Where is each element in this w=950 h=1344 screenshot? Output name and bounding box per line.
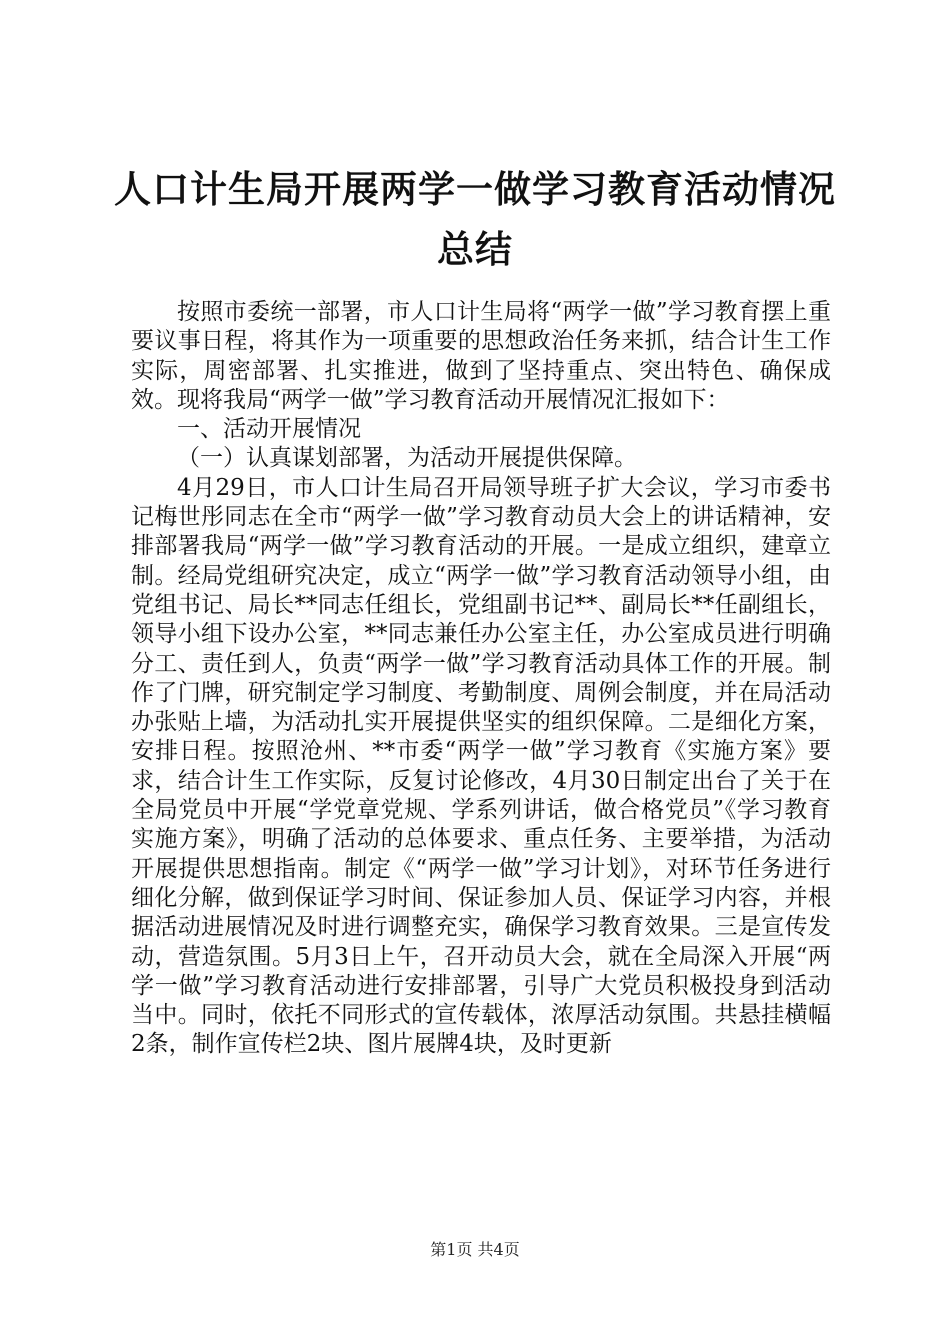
- document-title: 人口计生局开展两学一做学习教育活动情况总结: [114, 168, 836, 271]
- section-heading: 一、活动开展情况: [177, 416, 361, 443]
- body-paragraph: 4月29日，市人口计生局召开局领导班子扩大会议，学习市委书记梅世彤同志在全市“两学一做”学习教育动员大会上的讲话精神，安排部署我局“两学一做”学习教育活动的开展。一是成立组织，建章立制。经局党组研究决定，成立“两学一做”学习教育活动领导小组，由党组书记、局长**同志任组长，党组副书记**、副局长**任副组长，领导小组下设办公室，**同志兼任办公室主任，办公室成员进行明确分工、责任到人，负责“两学一做”学习教育活动具体工作的开展。制作了门牌，研究制定学习制度、考勤制度、周例会制度，并在局活动办张贴上墙，为活动扎实开展提供坚实的组织保障。二是细化方案，安排日程。按照沧州、**市委“两学一做”学习教育《实施方案》要求，结合计生工作实际，反复讨论修改，4月30日制定出台了关于在全局党员中开展“学党章党规、学系列讲话，做合格党员”《学习教育实施方案》，明确了活动的总体要求、重点任务、主要举措，为活动开展提供思想指南。制定《“两学一做”学习计划》，对环节任务进行细化分解，做到保证学习时间、保证参加人员、保证学习内容，并根据活动进展情况及时进行调整充实，确保学习教育效果。三是宣传发动，营造氛围。5月3日上午，召开动员大会，就在全局深入开展“两学一做”学习教育活动进行安排部署，引导广大党员积极投身到活动当中。同时，依托不同形式的宣传载体，浓厚活动氛围。共悬挂横幅2条，制作宣传栏2块、图片展牌4块，及时更新: [131, 474, 831, 1058]
- page-number-footer: 第1页 共4页: [430, 1240, 520, 1259]
- intro-paragraph: 按照市委统一部署，市人口计生局将“两学一做”学习教育摆上重要议事日程，将其作为一项重要的思想政治任务来抓，结合计生工作实际，周密部署、扎实推进，做到了坚持重点、突出特色、确保成效。现将我局“两学一做”学习教育活动开展情况汇报如下：: [131, 299, 831, 413]
- document-body: [131, 298, 831, 1060]
- subsection-heading: （一）认真谋划部署，为活动开展提供保障。: [177, 445, 637, 472]
